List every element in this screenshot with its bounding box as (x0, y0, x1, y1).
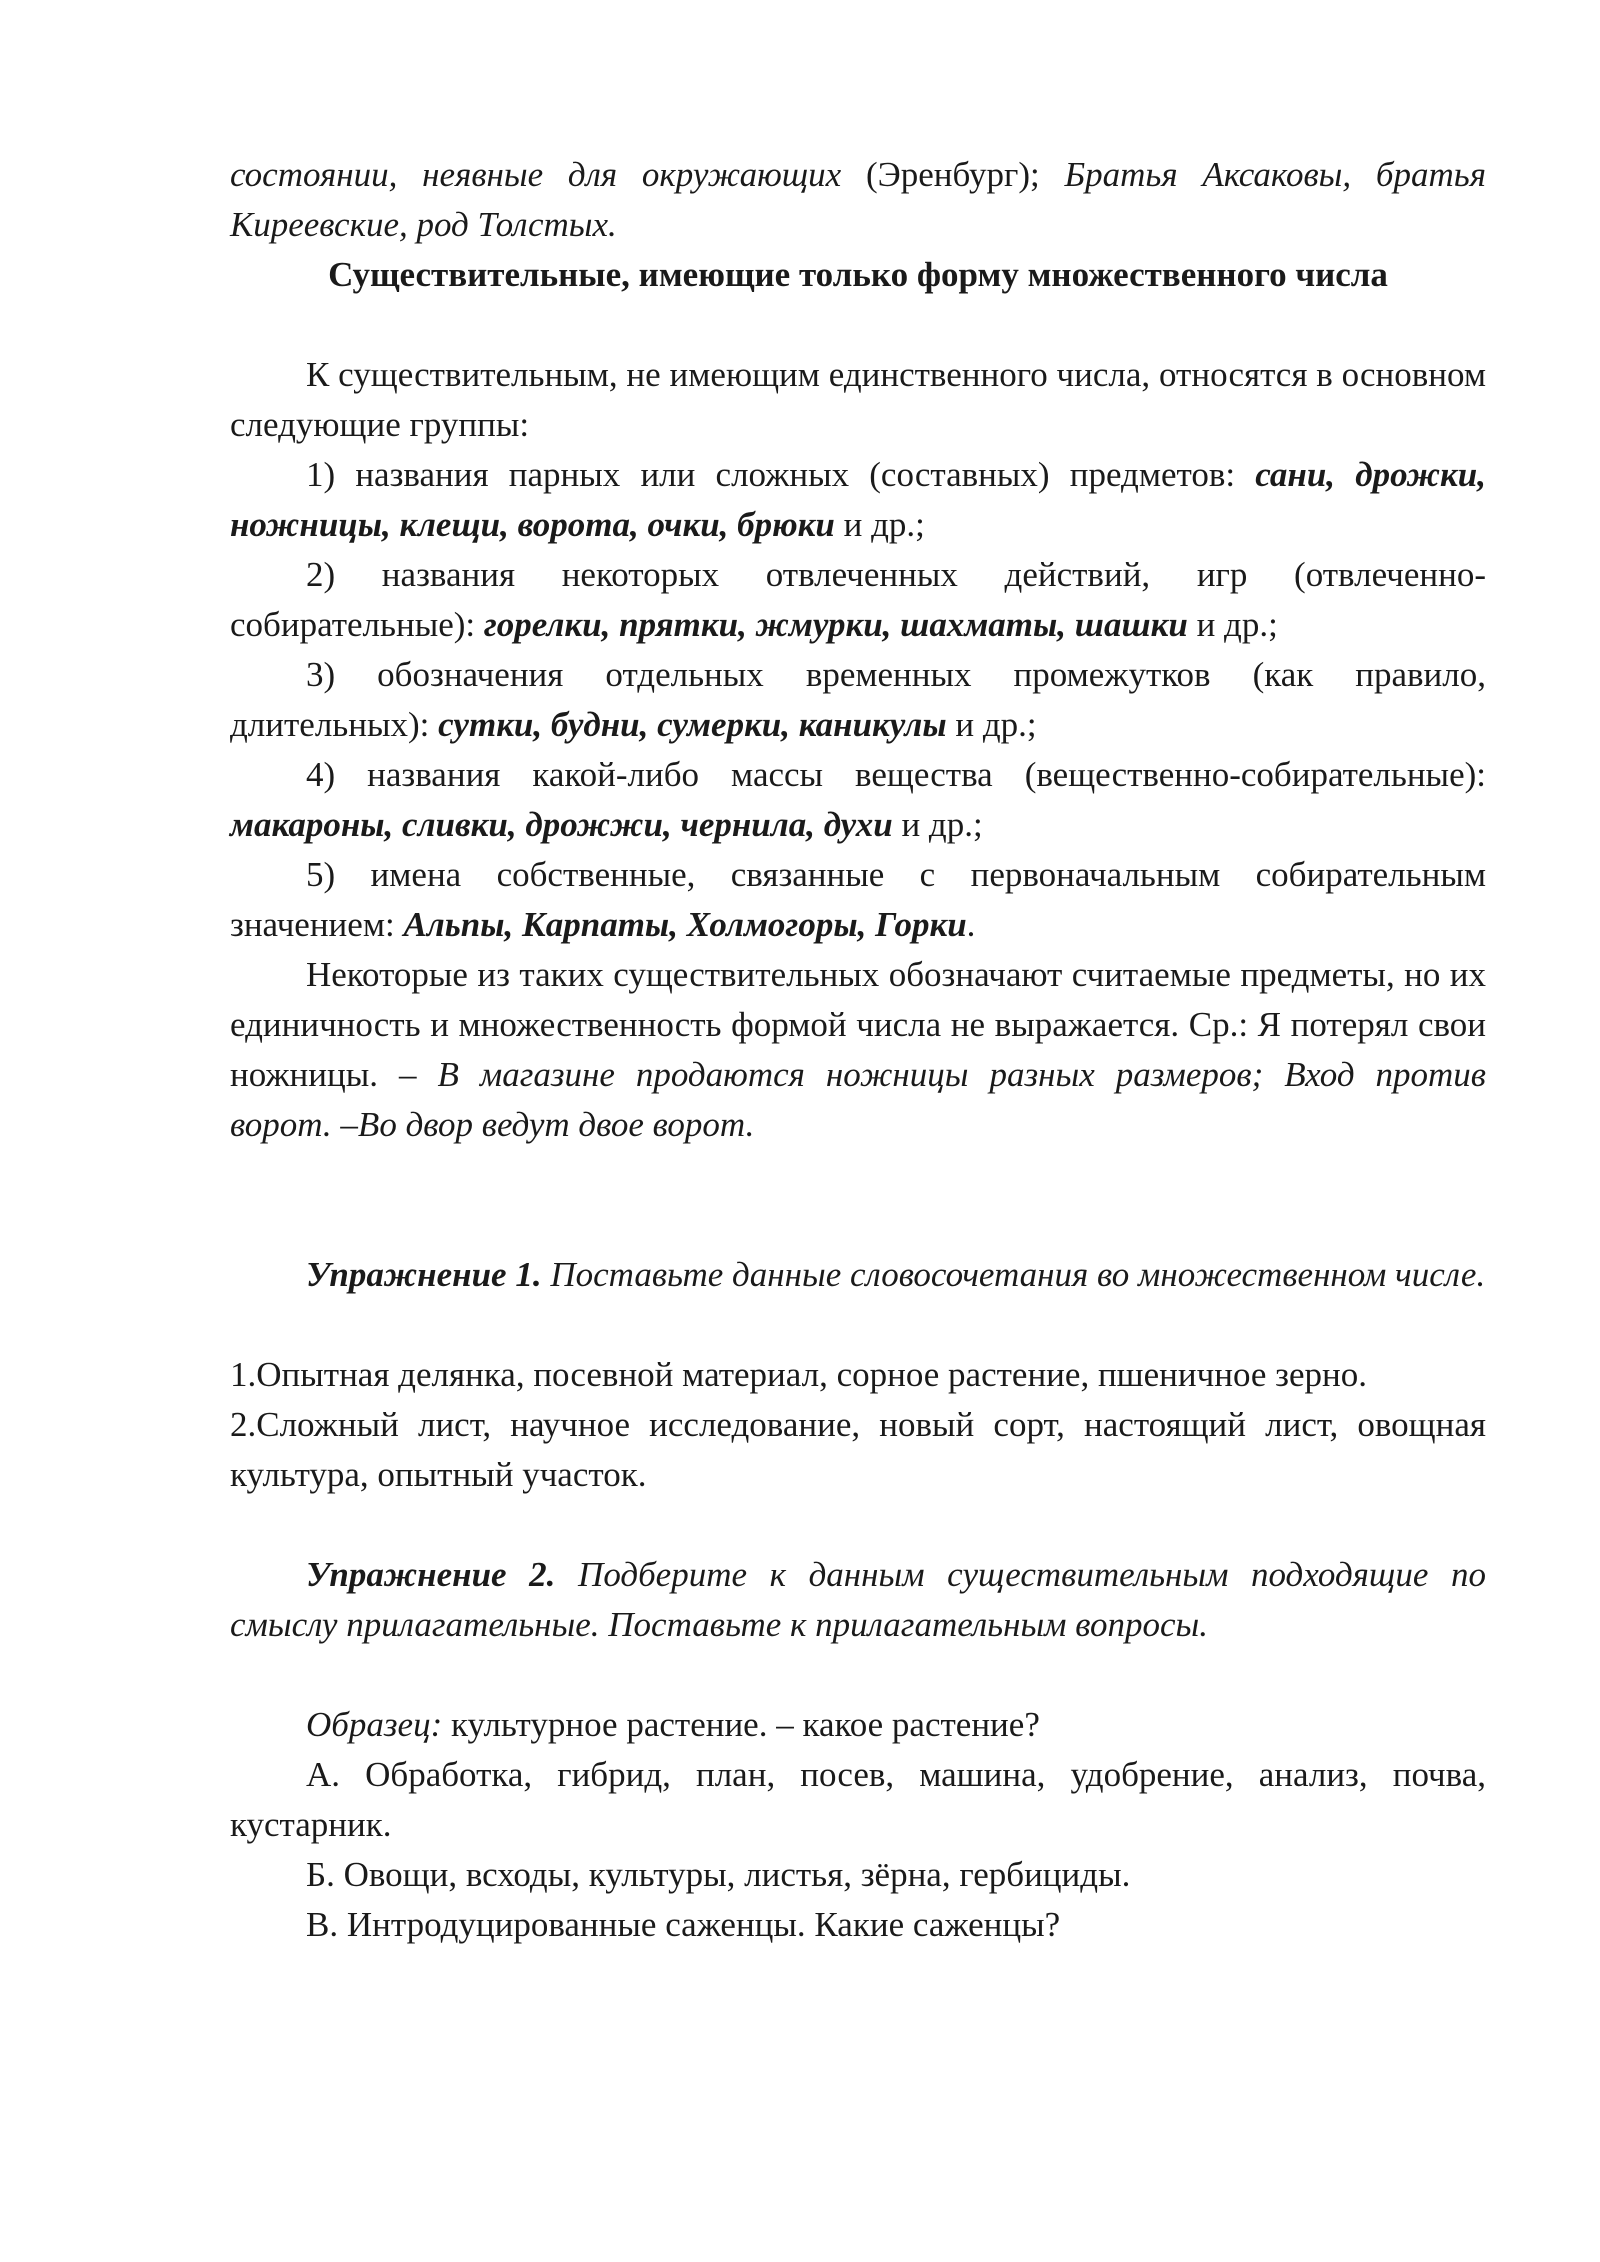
exercise-2-text: Подберите к данным существительным подходящие по смыслу прилагательные. Поставьте к прилагательным вопросы. (230, 1555, 1486, 1644)
group-text: 1) названия парных или сложных (составных) предметов: (306, 455, 1256, 494)
group-tail: и др.; (892, 805, 983, 844)
exercise-2-item: Б. Овощи, всходы, культуры, листья, зёрна, гербициды. (306, 1855, 1131, 1894)
blank-lines (230, 1150, 1486, 1250)
document-page (230, 150, 1486, 1950)
group-text: 3) обозначения отдельных временных промежутков (как правило, длительных): (230, 655, 1486, 744)
group-examples: сани, дрожки, ножницы, клещи, ворота, очки, брюки (230, 455, 1487, 544)
group-item (230, 550, 1486, 650)
sample-label: Образец: (306, 1705, 443, 1744)
note-plain: Некоторые из таких существительных обозначают считаемые предметы, но их единичность и множественность формой числа не выражается. Ср.: Я потерял свои ножницы. – (230, 955, 1486, 1094)
group-examples: сутки, будни, сумерки, каникулы (438, 705, 947, 744)
exercise-2-sample (230, 1700, 1486, 1750)
group-tail: и др.; (834, 505, 925, 544)
group-tail: и др.; (946, 705, 1037, 744)
intro-italic-1: состоянии, неявные для окружающих (230, 155, 842, 194)
sample-text: культурное растение. – какое растение? (442, 1705, 1040, 1744)
intro-paragraph (230, 150, 1486, 250)
blank-line (230, 1650, 1486, 1700)
group-item (230, 850, 1486, 950)
blank-line (230, 300, 1486, 350)
intro-italic-2: Братья Аксаковы, братья Киреевские, род Толстых. (230, 155, 1486, 244)
group-examples: макароны, сливки, дрожжи, чернила, духи (230, 805, 893, 844)
lead-paragraph: К существительным, не имеющим единственного числа, относятся в основном следующие группы: (230, 355, 1486, 444)
group-text: 4) названия какой-либо массы вещества (вещественно-собирательные): (306, 755, 1486, 794)
blank-line (230, 1500, 1486, 1550)
exercise-1-title: Упражнение 1. (306, 1255, 542, 1294)
group-tail: и др.; (1187, 605, 1278, 644)
note-italic: В магазине продаются ножницы разных размеров; Вход против ворот. –Во двор ведут двое ворот. (230, 1055, 1486, 1144)
group-text: 2) названия некоторых отвлеченных действий, игр (отвлеченно-собирательные): (230, 555, 1486, 644)
exercise-1-text: Поставьте данные словосочетания во множественном числе. (541, 1255, 1486, 1294)
group-tail: . (966, 905, 976, 944)
exercise-1-item: 1.Опытная делянка, посевной материал, сорное растение, пшеничное зерно. (230, 1355, 1368, 1394)
group-examples: Альпы, Карпаты, Холмогоры, Горки (403, 905, 967, 944)
group-text: 5) имена собственные, связанные с первоначальным собирательным значением: (230, 855, 1486, 944)
group-item (230, 650, 1486, 750)
exercise-2-item: А. Обработка, гибрид, план, посев, машина, удобрение, анализ, почва, кустарник. (230, 1755, 1486, 1844)
exercise-1-task (230, 1250, 1486, 1300)
blank-line (230, 1300, 1486, 1350)
intro-plain: (Эренбург); (841, 155, 1065, 194)
group-item (230, 450, 1486, 550)
exercise-2-title: Упражнение 2. (306, 1555, 556, 1594)
group-examples: горелки, прятки, жмурки, шахматы, шашки (483, 605, 1188, 644)
exercise-2-task (230, 1550, 1486, 1650)
exercise-2-item: В. Интродуцированные саженцы. Какие саженцы? (306, 1905, 1061, 1944)
exercise-1-item: 2.Сложный лист, научное исследование, новый сорт, настоящий лист, овощная культура, опытный участок. (230, 1405, 1486, 1494)
section-heading: Существительные, имеющие только форму множественного числа (328, 255, 1388, 294)
group-item (230, 750, 1486, 850)
note-paragraph (230, 950, 1486, 1150)
